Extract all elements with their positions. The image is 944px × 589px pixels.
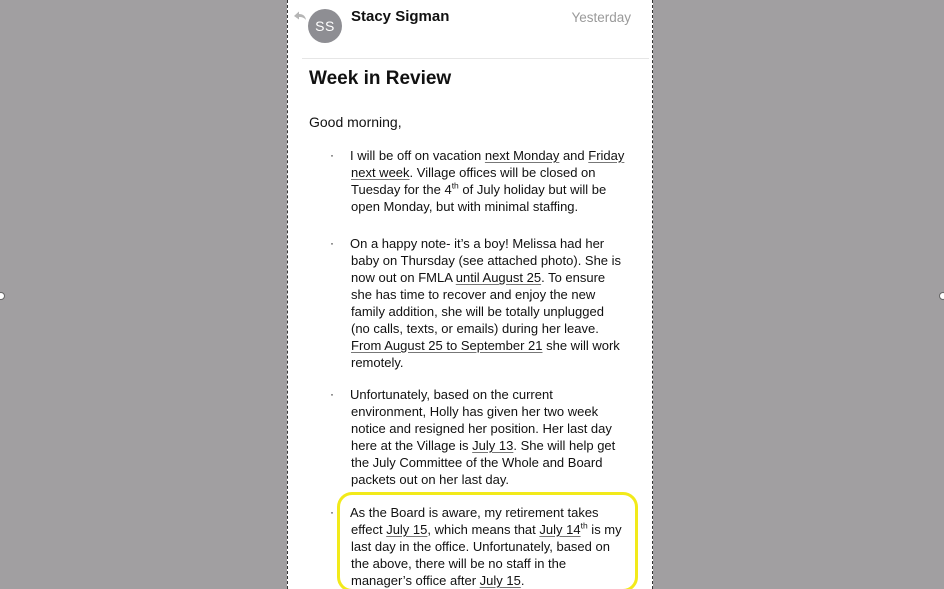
sender-avatar[interactable] [308, 9, 342, 43]
email-greeting: Good morning, [309, 114, 402, 130]
bullet-dot-icon: · [330, 505, 334, 519]
bullet-item-retirement: · As the Board is aware, my retirement takes effect July 15, which means that July 14th is my last day in the office. Unfortunately, based on the above, there will be no staff in the manager’s office after July 15. [330, 505, 622, 588]
avatar-initials: SS [315, 18, 335, 34]
bullet-item-baby-news: · On a happy note- it’s a boy! Melissa had her baby on Thursday (see attached photo). She is now out on FMLA until August 25. To ensure she has time to recover and enjoy the new family addition, she will be totally unplugged (no calls, texts, or emails) during her leave. From August 25 to September 21 she will work remotely. [330, 236, 622, 370]
date-link[interactable]: next Monday [484, 148, 560, 163]
right-resize-handle[interactable] [939, 292, 944, 300]
date-link[interactable]: until August 25 [455, 270, 542, 285]
bullet-dot-icon: · [330, 387, 334, 401]
date-link[interactable]: July 14 [539, 522, 581, 537]
date-link[interactable]: Friday [588, 148, 625, 163]
left-resize-handle[interactable] [0, 292, 5, 300]
sender-name[interactable]: Stacy Sigman [351, 8, 450, 25]
yellow-highlight-ring [337, 492, 638, 589]
email-subject: Week in Review [309, 68, 452, 89]
date-link[interactable]: July 15 [479, 573, 521, 588]
message-timestamp: Yesterday [571, 10, 631, 25]
date-link[interactable]: July 13 [472, 438, 514, 453]
bullet-item-resignation: · Unfortunately, based on the current environment, Holly has given her two week notice and resigned her position. Her last day here at the Village is July 13. She will help get the July Committee of the Whole and Board packets out on her last day. [330, 387, 616, 487]
date-link[interactable]: From August 25 to September 21 [351, 338, 543, 353]
bullet-dot-icon: · [330, 236, 334, 250]
date-link[interactable]: July 15 [386, 522, 428, 537]
message-header [302, 0, 649, 59]
bullet-dot-icon: · [330, 148, 334, 162]
email-message-view [287, 0, 653, 589]
reply-arrow-icon [293, 9, 307, 23]
date-link[interactable]: next week [351, 165, 410, 180]
bullet-item-vacation: · I will be off on vacation next Monday and Friday next week. Village offices will be closed on Tuesday for the 4th of July holiday but will be open Monday, but with minimal staffing. [330, 148, 625, 214]
